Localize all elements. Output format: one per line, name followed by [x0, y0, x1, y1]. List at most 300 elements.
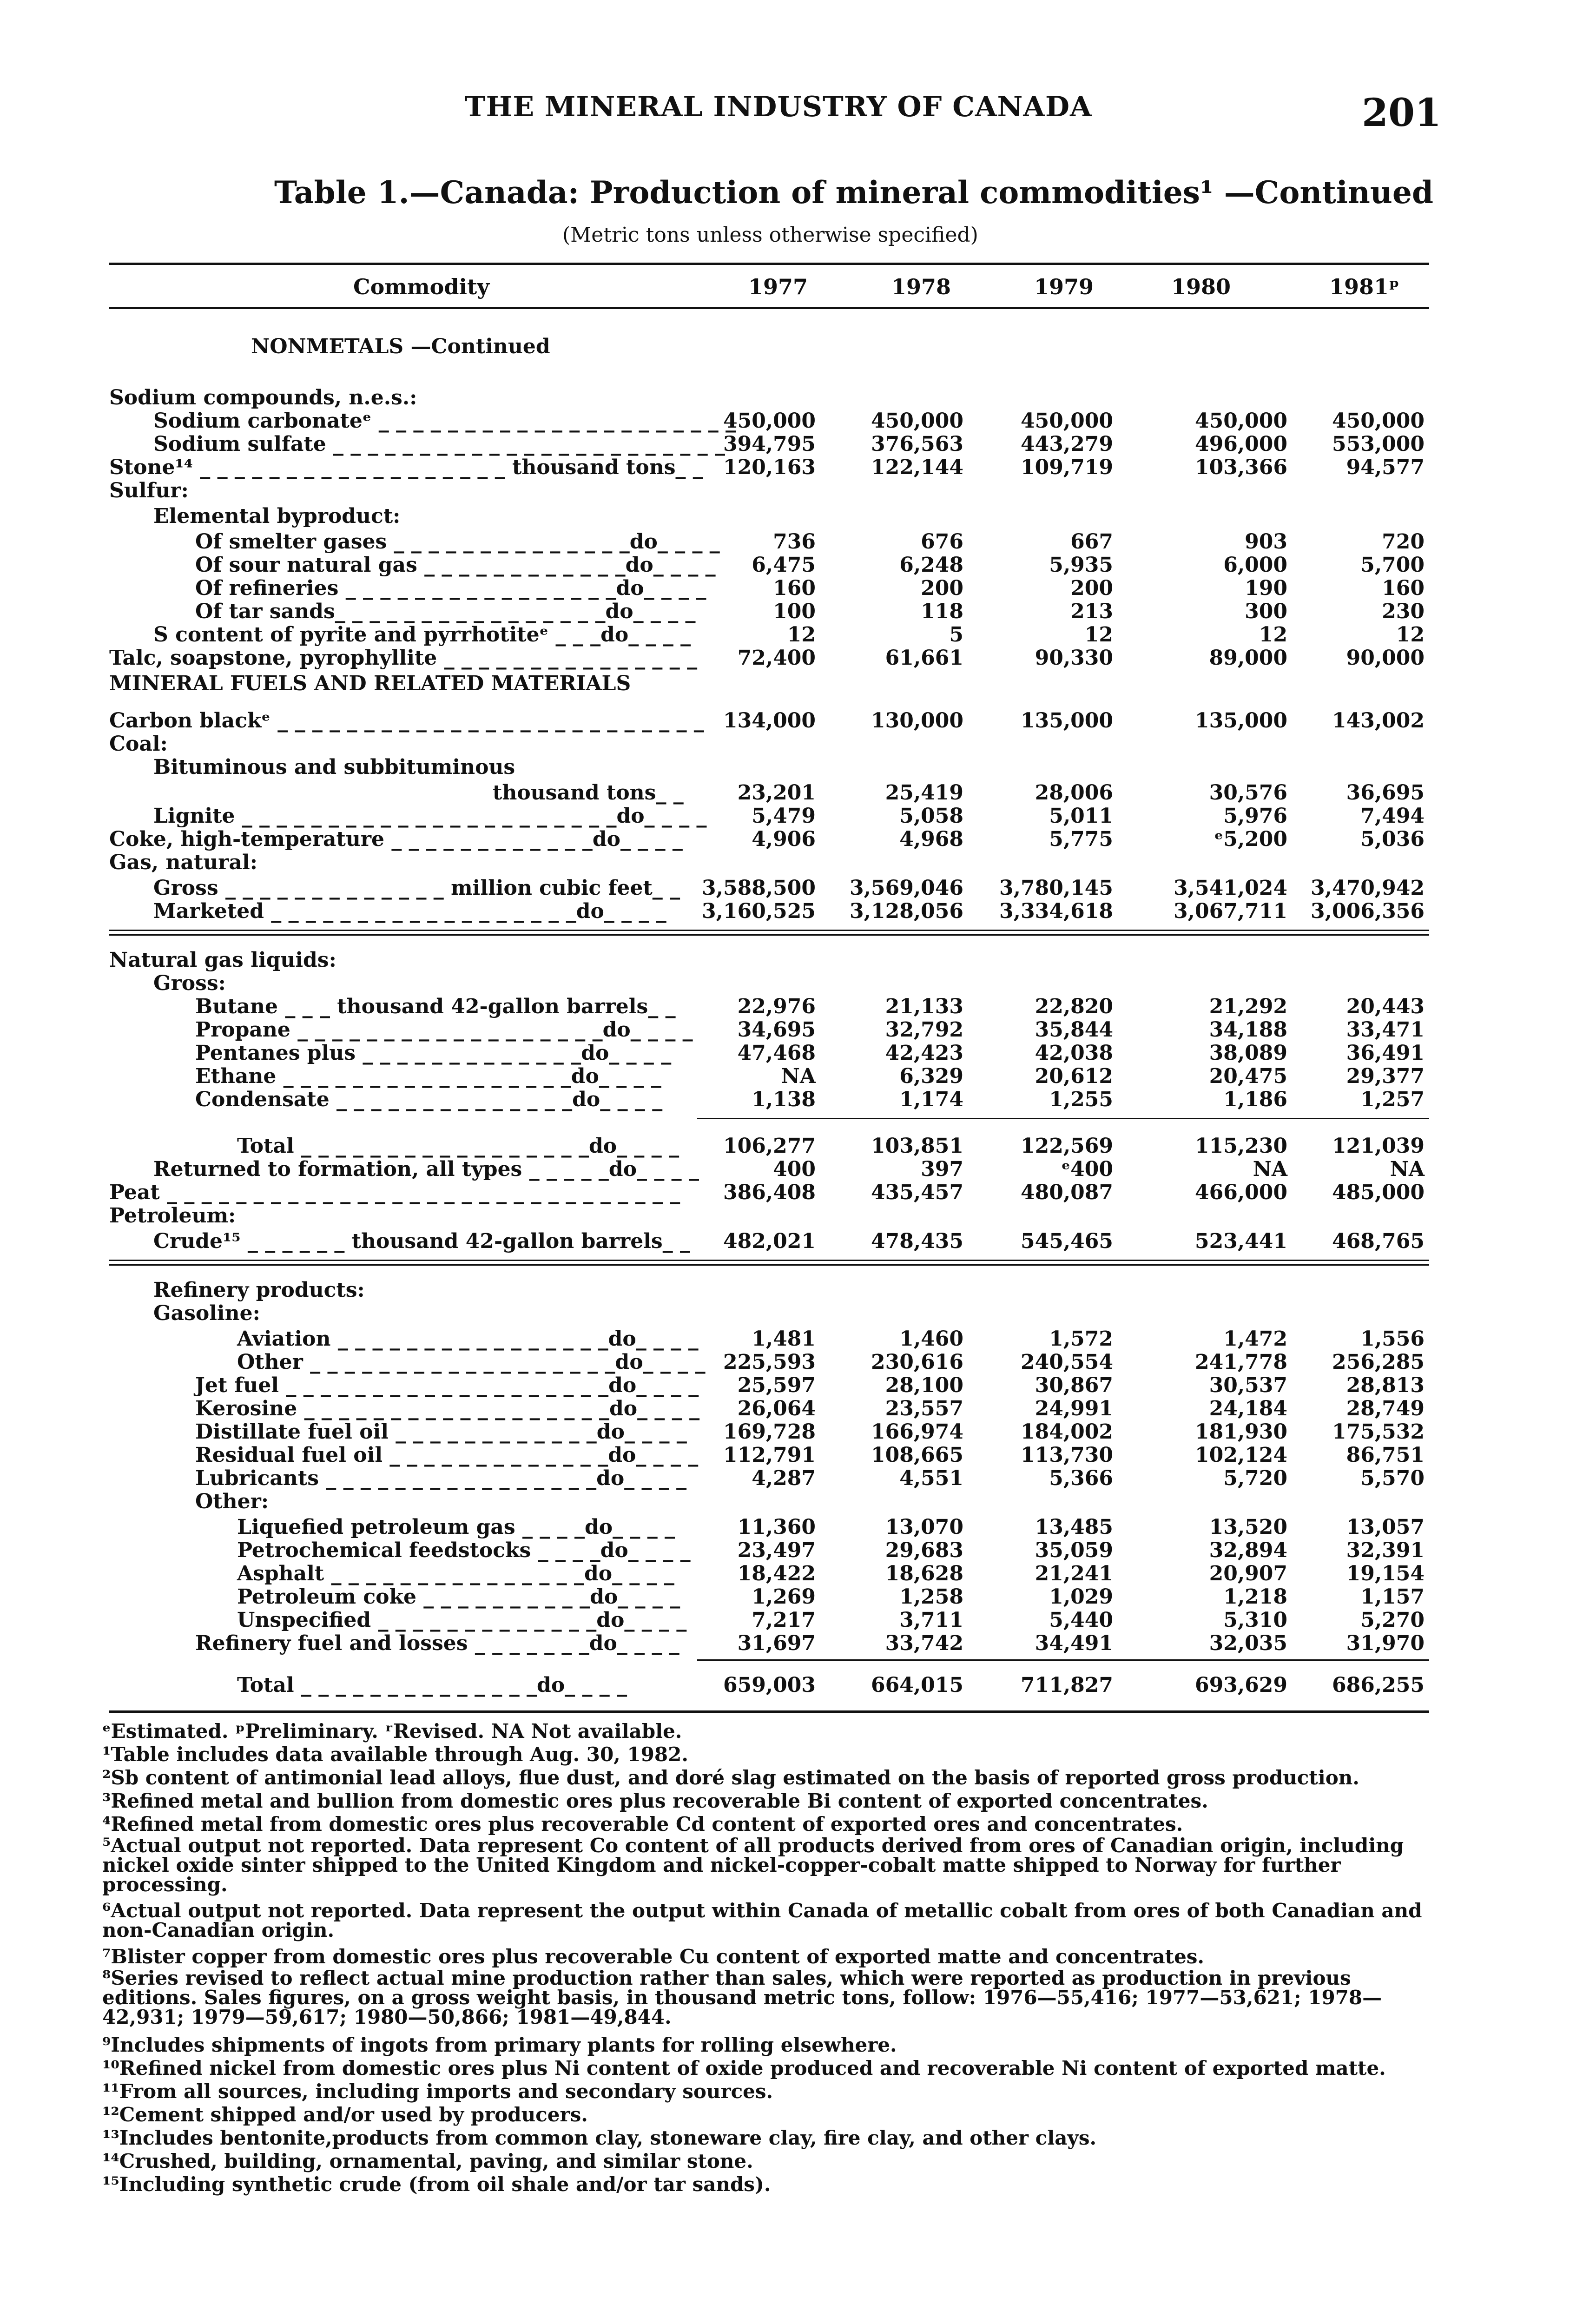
- row-label: Kerosine _ _ _ _ _ _ _ _ _ _ _ _ _ _ _ _ _ _do_ _ _ _: [195, 1397, 700, 1420]
- row-value: 190: [1245, 576, 1287, 600]
- row-value: 386,408: [723, 1181, 816, 1204]
- row-value: 485,000: [1332, 1181, 1425, 1204]
- row-label: Other:: [195, 1490, 269, 1513]
- row-value: 5,720: [1223, 1466, 1287, 1490]
- row-value: 5,935: [1049, 553, 1113, 577]
- row-value: 676: [921, 530, 963, 554]
- row-value: 135,000: [1194, 709, 1287, 733]
- row-value: 6,248: [899, 553, 963, 577]
- row-value: 5,366: [1049, 1466, 1113, 1490]
- gas-section-rule-2: [109, 934, 1429, 936]
- row-value: 480,087: [1020, 1181, 1113, 1204]
- row-label: Talc, soapstone, pyrophyllite _ _ _ _ _ _ _ _ _ _ _ _ _ _ _: [109, 646, 698, 670]
- row-value: 5,270: [1360, 1608, 1425, 1632]
- row-value: 1,186: [1223, 1088, 1287, 1111]
- row-value: 5,310: [1223, 1608, 1287, 1632]
- row-label: Gas, natural:: [109, 851, 257, 874]
- table-row: [0, 1420, 1583, 1444]
- row-value: 35,059: [1035, 1538, 1113, 1562]
- footnote: ²Sb content of antimonial lead alloys, flue dust, and doré slag estimated on the basis of reported gross production.: [102, 1766, 1359, 1789]
- row-value: 450,000: [1194, 409, 1287, 433]
- row-value: 34,188: [1209, 1018, 1287, 1042]
- table-row: [0, 553, 1583, 577]
- table-row: [0, 1490, 1583, 1514]
- row-label: Crude¹⁵ _ _ _ _ _ _ thousand 42-gallon barrels_ _: [153, 1229, 691, 1253]
- table-row: [0, 1204, 1583, 1228]
- row-value: 32,035: [1209, 1631, 1287, 1655]
- table-row: [0, 1443, 1583, 1467]
- table-row: [0, 530, 1583, 554]
- crude-section-rule: [109, 1260, 1429, 1261]
- row-label: Elemental byproduct:: [153, 504, 401, 528]
- row-label: Lubricants _ _ _ _ _ _ _ _ _ _ _ _ _ _ _ _do_ _ _ _: [195, 1466, 687, 1490]
- row-value: 256,285: [1332, 1350, 1425, 1374]
- row-value: 903: [1245, 530, 1287, 554]
- row-value: 181,930: [1194, 1420, 1287, 1444]
- row-value: 3,128,056: [850, 899, 963, 923]
- table-row: [0, 1608, 1583, 1632]
- row-value: 5: [949, 623, 963, 647]
- row-value: 241,778: [1194, 1350, 1287, 1374]
- row-label: Unspecified _ _ _ _ _ _ _ _ _ _ _ _ _do_ _ _ _: [237, 1608, 687, 1632]
- table-row: [0, 1350, 1583, 1374]
- header-commodity: Commodity: [353, 274, 489, 299]
- row-value: ᵉ5,200: [1214, 827, 1287, 851]
- row-label: Condensate _ _ _ _ _ _ _ _ _ _ _ _ _ _do_ _ _ _: [195, 1088, 663, 1111]
- row-value: 450,000: [1332, 409, 1425, 433]
- row-value: 20,612: [1035, 1064, 1113, 1088]
- table-row: [0, 479, 1583, 503]
- row-value: 21,292: [1209, 995, 1287, 1018]
- row-value: 23,201: [737, 781, 816, 805]
- row-value: 134,000: [723, 709, 816, 733]
- row-label: Residual fuel oil _ _ _ _ _ _ _ _ _ _ _ _ _do_ _ _ _: [195, 1443, 699, 1467]
- table-row: [0, 804, 1583, 828]
- table-row: [0, 335, 1583, 359]
- row-label: Coke, high-temperature _ _ _ _ _ _ _ _ _ _ _ _do_ _ _ _: [109, 827, 683, 851]
- header-1977: 1977: [748, 274, 808, 299]
- row-value: 24,991: [1035, 1397, 1113, 1420]
- row-value: 31,970: [1346, 1631, 1425, 1655]
- row-label: Petroleum coke _ _ _ _ _ _ _ _ _ _do_ _ _ _: [237, 1585, 680, 1609]
- row-value: 13,520: [1209, 1515, 1287, 1539]
- row-value: 4,287: [752, 1466, 816, 1490]
- row-label: thousand tons_ _: [493, 781, 684, 805]
- table-row: [0, 1373, 1583, 1398]
- row-value: 28,100: [885, 1373, 963, 1397]
- row-label: Sulfur:: [109, 479, 189, 502]
- table-row: [0, 672, 1583, 696]
- table-row: [0, 1134, 1583, 1158]
- row-value: 736: [773, 530, 816, 554]
- row-value: 1,255: [1049, 1088, 1113, 1111]
- row-value: 94,577: [1346, 456, 1425, 479]
- row-value: 115,230: [1194, 1134, 1287, 1158]
- row-label: Bituminous and subbituminous: [153, 755, 515, 779]
- table-row: [0, 1538, 1583, 1563]
- row-value: 450,000: [871, 409, 963, 433]
- row-value: 34,491: [1035, 1631, 1113, 1655]
- row-value: 122,144: [871, 456, 963, 479]
- row-label: Petroleum:: [109, 1204, 236, 1228]
- row-label: Ethane _ _ _ _ _ _ _ _ _ _ _ _ _ _ _ _ _do_ _ _ _: [195, 1064, 661, 1088]
- row-value: 3,711: [899, 1608, 963, 1632]
- footnote: ⁷Blister copper from domestic ores plus recoverable Cu content of exported matte and concentrates.: [102, 1945, 1205, 1968]
- row-value: 32,391: [1346, 1538, 1425, 1562]
- row-value: 23,557: [885, 1397, 963, 1420]
- row-value: 3,569,046: [850, 876, 963, 900]
- row-value: 30,576: [1209, 781, 1287, 805]
- row-value: 711,827: [1020, 1673, 1113, 1697]
- row-value: 468,765: [1332, 1229, 1425, 1253]
- table-row: [0, 1064, 1583, 1089]
- row-value: 12: [787, 623, 816, 647]
- row-value: 25,419: [885, 781, 963, 805]
- row-label: Gross _ _ _ _ _ _ _ _ _ _ _ _ _ million cubic feet_ _: [153, 876, 680, 900]
- row-value: 11,360: [737, 1515, 816, 1539]
- table-row: [0, 732, 1583, 756]
- top-rule: [109, 263, 1429, 265]
- table-row: [0, 1585, 1583, 1609]
- row-value: 1,472: [1223, 1327, 1287, 1351]
- row-value: 31,697: [737, 1631, 816, 1655]
- row-value: 20,475: [1209, 1064, 1287, 1088]
- row-label: Liquefied petroleum gas _ _ _ _do_ _ _ _: [237, 1515, 675, 1539]
- row-value: 3,006,356: [1311, 899, 1425, 923]
- row-value: 36,695: [1346, 781, 1425, 805]
- row-label: Of sour natural gas _ _ _ _ _ _ _ _ _ _ _ _do_ _ _ _: [195, 553, 716, 577]
- row-value: 3,541,024: [1174, 876, 1287, 900]
- row-value: 1,572: [1049, 1327, 1113, 1351]
- row-value: 5,700: [1360, 553, 1425, 577]
- row-value: 3,160,525: [702, 899, 816, 923]
- footnote: ⁵Actual output not reported. Data represent Co content of all products derived from ores of Canadian origin, including nickel oxide sinter shipped to the United Kingdom and nickel-copper-cobalt matte shipped to Norway for further processing.: [102, 1834, 1404, 1896]
- row-value: 443,279: [1020, 432, 1113, 456]
- row-value: 23,497: [737, 1538, 816, 1562]
- row-value: 230: [1382, 600, 1425, 623]
- footnote: ¹⁰Refined nickel from domestic ores plus Ni content of oxide produced and recoverable Ni content of exported matte.: [102, 2057, 1386, 2080]
- header-1979: 1979: [1034, 274, 1094, 299]
- row-value: 553,000: [1332, 432, 1425, 456]
- row-label: Asphalt _ _ _ _ _ _ _ _ _ _ _ _ _ _ _do_ _ _ _: [237, 1562, 675, 1585]
- table-row: [0, 386, 1583, 410]
- row-label: Sodium carbonateᵉ _ _ _ _ _ _ _ _ _ _ _ _ _ _ _ _ _ _ _ _ _: [153, 409, 736, 433]
- row-value: 61,661: [885, 646, 963, 670]
- ngl-total-rule: [697, 1118, 1429, 1119]
- row-value: 28,749: [1346, 1397, 1425, 1420]
- row-value: 25,597: [737, 1373, 816, 1397]
- row-value: 121,039: [1332, 1134, 1425, 1158]
- row-value: 213: [1070, 600, 1113, 623]
- row-value: 28,006: [1035, 781, 1113, 805]
- row-label: Peat _ _ _ _ _ _ _ _ _ _ _ _ _ _ _ _ _ _ _ _ _ _ _ _ _ _ _ _ _ _: [109, 1181, 680, 1204]
- row-value: 22,820: [1035, 995, 1113, 1018]
- row-value: 6,475: [752, 553, 816, 577]
- row-value: 118: [921, 600, 963, 623]
- header-1981: 1981ᵖ: [1329, 274, 1399, 299]
- header-1978: 1978: [891, 274, 951, 299]
- row-label: Distillate fuel oil _ _ _ _ _ _ _ _ _ _ _ _do_ _ _ _: [195, 1420, 687, 1444]
- row-value: 545,465: [1020, 1229, 1113, 1253]
- table-row: [0, 1673, 1583, 1697]
- row-value: 1,481: [752, 1327, 816, 1351]
- row-label: Sodium sulfate _ _ _ _ _ _ _ _ _ _ _ _ _ _ _ _ _ _ _ _ _ _ _: [153, 432, 726, 456]
- running-head: THE MINERAL INDUSTRY OF CANADA: [465, 91, 1092, 123]
- row-value: 122,569: [1020, 1134, 1113, 1158]
- row-value: 3,067,711: [1174, 899, 1287, 923]
- row-value: 1,556: [1360, 1327, 1425, 1351]
- row-label: Pentanes plus _ _ _ _ _ _ _ _ _ _ _ _ _do_ _ _ _: [195, 1041, 672, 1065]
- row-value: 1,138: [752, 1088, 816, 1111]
- row-label: Refinery products:: [153, 1278, 365, 1302]
- table-row: [0, 709, 1583, 733]
- row-label: NONMETALS —Continued: [251, 335, 550, 358]
- footnote: ¹²Cement shipped and/or used by producers.: [102, 2103, 588, 2126]
- row-label: Total _ _ _ _ _ _ _ _ _ _ _ _ _ _ _ _ _do_ _ _ _: [237, 1134, 679, 1158]
- row-label: Gasoline:: [153, 1301, 260, 1325]
- table-row: [0, 1327, 1583, 1351]
- table-row: [0, 1278, 1583, 1302]
- header-rule: [109, 307, 1429, 309]
- row-value: ᵉ400: [1061, 1157, 1113, 1181]
- row-value: 1,460: [899, 1327, 963, 1351]
- row-value: 100: [773, 600, 816, 623]
- table-title: Table 1.—Canada: Production of mineral commodities¹ —Continued: [274, 174, 1434, 211]
- table-row: [0, 851, 1583, 875]
- row-value: 376,563: [871, 432, 963, 456]
- table-row: [0, 1466, 1583, 1491]
- row-value: 24,184: [1209, 1397, 1287, 1420]
- row-value: 3,470,942: [1311, 876, 1425, 900]
- row-value: 103,851: [871, 1134, 963, 1158]
- row-value: 1,174: [899, 1088, 963, 1111]
- row-value: 72,400: [737, 646, 816, 670]
- row-value: 450,000: [723, 409, 816, 433]
- row-value: 5,036: [1360, 827, 1425, 851]
- table-row: [0, 899, 1583, 924]
- table-row: [0, 1562, 1583, 1586]
- row-value: 5,011: [1049, 804, 1113, 828]
- footnote: ⁶Actual output not reported. Data represent the output within Canada of metallic cobalt from ores of both Canadian and non-Canadian origin.: [102, 1899, 1422, 1941]
- row-value: 19,154: [1346, 1562, 1425, 1585]
- row-label: S content of pyrite and pyrrhotiteᵉ _ _ _do_ _ _ _: [153, 623, 691, 647]
- row-value: 35,844: [1035, 1018, 1113, 1042]
- row-label: Butane _ _ _ thousand 42-gallon barrels_ _: [195, 995, 676, 1018]
- row-value: 3,780,145: [999, 876, 1113, 900]
- row-value: 1,029: [1049, 1585, 1113, 1609]
- row-value: 21,241: [1035, 1562, 1113, 1585]
- table-row: [0, 646, 1583, 670]
- table-row: [0, 948, 1583, 972]
- row-value: 4,551: [899, 1466, 963, 1490]
- row-value: 26,064: [737, 1397, 816, 1420]
- row-label: Other _ _ _ _ _ _ _ _ _ _ _ _ _ _ _ _ _ _do_ _ _ _: [237, 1350, 706, 1374]
- row-label: Propane _ _ _ _ _ _ _ _ _ _ _ _ _ _ _ _ _ _do_ _ _ _: [195, 1018, 693, 1042]
- row-label: MINERAL FUELS AND RELATED MATERIALS: [109, 672, 631, 695]
- row-value: 20,907: [1209, 1562, 1287, 1585]
- row-value: 89,000: [1209, 646, 1287, 670]
- row-value: 13,070: [885, 1515, 963, 1539]
- footnote: ⁴Refined metal from domestic ores plus recoverable Cd content of exported ores and concentrates.: [102, 1813, 1183, 1835]
- footnote: ⁸Series revised to reflect actual mine production rather than sales, which were reported as production in previous editions. Sales figures, on a gross weight basis, in thousand metric tons, follow: 1976—55,416; 1977—53,621; 1978—42,931; 1979—59,617; 1980—50,866; 1981—49,844.: [102, 1967, 1382, 2028]
- table-row: [0, 432, 1583, 456]
- table-row: [0, 1397, 1583, 1421]
- row-value: 103,366: [1194, 456, 1287, 479]
- row-value: 659,003: [723, 1673, 816, 1697]
- row-value: 130,000: [871, 709, 963, 733]
- crude-section-rule-2: [109, 1264, 1429, 1266]
- row-value: 664,015: [871, 1673, 963, 1697]
- row-value: 38,089: [1209, 1041, 1287, 1065]
- table-row: [0, 755, 1583, 779]
- row-value: 1,257: [1360, 1088, 1425, 1111]
- table-row: [0, 827, 1583, 852]
- row-value: 1,258: [899, 1585, 963, 1609]
- row-value: 4,906: [752, 827, 816, 851]
- row-label: Of smelter gases _ _ _ _ _ _ _ _ _ _ _ _ _ _do_ _ _ _: [195, 530, 720, 554]
- row-value: 5,570: [1360, 1466, 1425, 1490]
- row-value: 22,976: [737, 995, 816, 1018]
- row-value: 400: [773, 1157, 816, 1181]
- row-value: 175,532: [1332, 1420, 1425, 1444]
- row-value: 230,616: [871, 1350, 963, 1374]
- row-label: Of refineries _ _ _ _ _ _ _ _ _ _ _ _ _ _ _ _do_ _ _ _: [195, 576, 706, 600]
- row-value: 42,423: [885, 1041, 963, 1065]
- row-value: 30,537: [1209, 1373, 1287, 1397]
- table-row: [0, 623, 1583, 647]
- row-value: 32,894: [1209, 1538, 1287, 1562]
- row-value: NA: [781, 1064, 816, 1088]
- footnote: ¹¹From all sources, including imports and secondary sources.: [102, 2080, 773, 2103]
- footnote: ¹³Includes bentonite,products from common clay, stoneware clay, fire clay, and other clays.: [102, 2126, 1097, 2149]
- row-value: 30,867: [1035, 1373, 1113, 1397]
- row-value: 109,719: [1020, 456, 1113, 479]
- row-value: 36,491: [1346, 1041, 1425, 1065]
- row-value: 450,000: [1020, 409, 1113, 433]
- row-value: 18,422: [737, 1562, 816, 1585]
- row-value: 523,441: [1194, 1229, 1287, 1253]
- row-value: 7,494: [1360, 804, 1425, 828]
- row-value: 300: [1245, 600, 1287, 623]
- row-value: 12: [1396, 623, 1425, 647]
- row-value: 20,443: [1346, 995, 1425, 1018]
- row-value: 42,038: [1035, 1041, 1113, 1065]
- row-value: 120,163: [723, 456, 816, 479]
- footnote: ᵉEstimated. ᵖPreliminary. ʳRevised. NA Not available.: [102, 1720, 682, 1743]
- row-value: 394,795: [723, 432, 816, 456]
- row-value: 686,255: [1332, 1673, 1425, 1697]
- table-row: [0, 1229, 1583, 1254]
- row-label: Gross:: [153, 971, 226, 995]
- row-label: Petrochemical feedstocks _ _ _ _do_ _ _ _: [237, 1538, 691, 1562]
- footnote: ¹⁴Crushed, building, ornamental, paving, and similar stone.: [102, 2150, 753, 2172]
- row-value: 240,554: [1020, 1350, 1113, 1374]
- refinery-total-rule: [697, 1659, 1429, 1661]
- row-value: 7,217: [752, 1608, 816, 1632]
- row-value: 397: [921, 1157, 963, 1181]
- footnote: ⁹Includes shipments of ingots from primary plants for rolling elsewhere.: [102, 2034, 897, 2056]
- row-label: Carbon blackᵉ _ _ _ _ _ _ _ _ _ _ _ _ _ _ _ _ _ _ _ _ _ _ _ _ _: [109, 709, 704, 733]
- row-value: 5,479: [752, 804, 816, 828]
- row-value: 29,377: [1346, 1064, 1425, 1088]
- row-value: 1,157: [1360, 1585, 1425, 1609]
- table-row: [0, 971, 1583, 996]
- gas-section-rule: [109, 930, 1429, 931]
- row-value: NA: [1253, 1157, 1287, 1181]
- row-value: 169,728: [723, 1420, 816, 1444]
- row-value: 1,218: [1223, 1585, 1287, 1609]
- row-value: 29,683: [885, 1538, 963, 1562]
- table-row: [0, 781, 1583, 805]
- table-row: [0, 600, 1583, 624]
- table-row: [0, 1088, 1583, 1112]
- row-value: 90,330: [1035, 646, 1113, 670]
- row-value: 496,000: [1194, 432, 1287, 456]
- row-value: 13,485: [1035, 1515, 1113, 1539]
- row-value: 4,968: [899, 827, 963, 851]
- page-number: 201: [1362, 91, 1442, 135]
- row-value: 34,695: [737, 1018, 816, 1042]
- table-row: [0, 1041, 1583, 1065]
- row-value: 135,000: [1020, 709, 1113, 733]
- row-value: 3,334,618: [999, 899, 1113, 923]
- row-label: Coal:: [109, 732, 168, 756]
- table-row: [0, 1018, 1583, 1042]
- row-value: 86,751: [1346, 1443, 1425, 1467]
- table-row: [0, 456, 1583, 480]
- table-subtitle: (Metric tons unless otherwise specified): [562, 223, 978, 247]
- footnote: ³Refined metal and bullion from domestic ores plus recoverable Bi content of exported concentrates.: [102, 1789, 1208, 1812]
- row-label: Total _ _ _ _ _ _ _ _ _ _ _ _ _ _do_ _ _ _: [237, 1673, 627, 1697]
- row-label: Returned to formation, all types _ _ _ _ _do_ _ _ _: [153, 1157, 699, 1181]
- row-value: 6,329: [899, 1064, 963, 1088]
- row-value: NA: [1390, 1157, 1425, 1181]
- row-value: 482,021: [723, 1229, 816, 1253]
- row-value: 5,440: [1049, 1608, 1113, 1632]
- row-value: 12: [1259, 623, 1287, 647]
- table-row: [0, 1157, 1583, 1182]
- row-value: 166,974: [871, 1420, 963, 1444]
- table-row: [0, 1301, 1583, 1326]
- row-value: 47,468: [737, 1041, 816, 1065]
- row-value: 435,457: [871, 1181, 963, 1204]
- row-label: Of tar sands_ _ _ _ _ _ _ _ _ _ _ _ _ _ _ _do_ _ _ _: [195, 600, 696, 623]
- row-value: 113,730: [1020, 1443, 1113, 1467]
- row-value: 13,057: [1346, 1515, 1425, 1539]
- row-value: 200: [921, 576, 963, 600]
- footnote: ¹⁵Including synthetic crude (from oil shale and/or tar sands).: [102, 2173, 771, 2196]
- table-row: [0, 409, 1583, 433]
- row-value: 108,665: [871, 1443, 963, 1467]
- table-bottom-rule: [109, 1710, 1429, 1713]
- row-label: Aviation _ _ _ _ _ _ _ _ _ _ _ _ _ _ _ _do_ _ _ _: [237, 1327, 699, 1351]
- row-value: 6,000: [1223, 553, 1287, 577]
- row-value: 693,629: [1194, 1673, 1287, 1697]
- table-row: [0, 876, 1583, 900]
- row-value: 12: [1084, 623, 1113, 647]
- row-value: 225,593: [723, 1350, 816, 1374]
- row-label: Marketed _ _ _ _ _ _ _ _ _ _ _ _ _ _ _ _ _ _do_ _ _ _: [153, 899, 666, 923]
- table-row: [0, 1181, 1583, 1205]
- row-value: 33,471: [1346, 1018, 1425, 1042]
- row-label: Refinery fuel and losses _ _ _ _ _ _ _do_ _ _ _: [195, 1631, 679, 1655]
- table-row: [0, 1515, 1583, 1539]
- row-value: 1,269: [752, 1585, 816, 1609]
- row-value: 143,002: [1332, 709, 1425, 733]
- row-value: 5,775: [1049, 827, 1113, 851]
- row-value: 3,588,500: [702, 876, 816, 900]
- row-value: 160: [773, 576, 816, 600]
